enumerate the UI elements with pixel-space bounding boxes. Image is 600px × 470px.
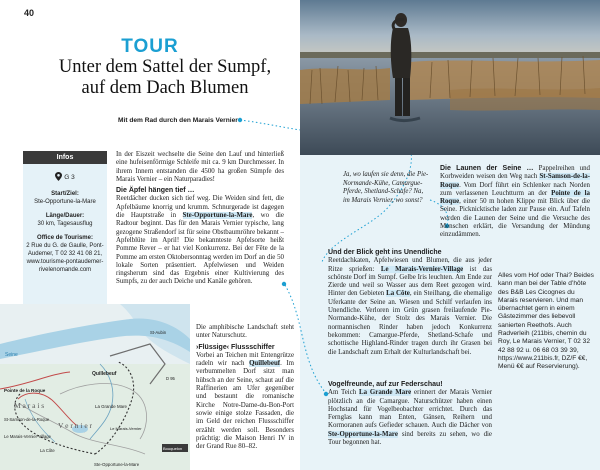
- section-4-text-a: Reetdachkaten, Apfelwiesen und Blumen, die aus jeder Ritze sprießen:: [328, 257, 492, 273]
- place-st-samson: St-Samson-de-la-Roque: [440, 173, 590, 189]
- section-5-text-c: sind bereits zu sehen, wo die Tour begonnen hat.: [328, 430, 492, 447]
- place-marais-vernier-village: Le Marais-Vernier-Village: [380, 265, 464, 273]
- info-start-value: Ste-Opportune-la-Mare: [34, 199, 96, 205]
- section-4-heading: Und der Blick geht ins Unendliche: [328, 249, 442, 256]
- route-map: [0, 304, 190, 470]
- page-subtitle: Mit dem Rad durch den Marais Vernier: [118, 117, 238, 124]
- info-box-header: Infos: [23, 151, 107, 164]
- article-column-2-top: [440, 165, 590, 240]
- map-label-pointe-de-la-roque: Pointe de la Roque: [4, 388, 46, 393]
- info-length: [23, 212, 107, 228]
- sidebar-tip-text: Alles vom Hof oder Thai? Beides kann man bei der Table d’hôte des B&B Les Cicognes du Marais reservieren. Und man übernachtet gern in einem Gästezimmer des liebevoll sanierten Reethofs. Auch Radverleih (211bis, chemin du Roy, Le Marais Vernier, T 02 32 42 88 92 u. 06 68 03 39 39, https://www.211bis.fr, DZ/F €€, Menü €€ auf Reservierung).: [498, 272, 594, 371]
- info-length-label: Länge/Dauer:: [45, 213, 85, 219]
- title-line-1: Unter dem Sattel der Sumpf,: [58, 57, 272, 77]
- section-5-text-a: Am Teich: [328, 389, 360, 397]
- map-label-quillebeuf: Quillebeuf: [92, 371, 117, 377]
- info-start: [23, 190, 107, 206]
- section-4: [328, 249, 492, 357]
- pull-quote: Ja, wo laufen sie denn, die Pie-Normande-Kühe, Camargue-Pferde, Shetland-Schafe? Na, im Marais Vernier, wo sonst?: [343, 171, 429, 204]
- section-1-text-a: Reetdächer ducken sich tief weg. Die Weiden sind fett, die Apfelbäume knorrig und krumm. Schnurgerade ist dagegen die Hauptstraße in: [116, 195, 284, 220]
- section-3: [440, 165, 590, 240]
- place-ste-opportune-end: Ste-Opportune-la-Mare: [328, 430, 398, 438]
- grid-reference-value: G 3: [64, 174, 75, 181]
- map-label-d95: D 95: [166, 376, 175, 381]
- title-line-2: auf dem Dach Blumen: [81, 78, 249, 98]
- section-1: [116, 187, 284, 287]
- article-column-1: [116, 151, 284, 287]
- section-4-text-c: , ein Steilhang, die ehemalige Uferkante der Seine an. Wiesen und Schilf verlaufen ins Unendliche. Verloren im Grün grasen freilaufende Pie-Normande-Kühe, der Stolz des Marais Vernier. Die normannischen Rinder haben jedoch Konkurrenz bekommen: Camargue-Pferde, Shetland-Schafe und schottische Highland-Rinder tragen durch ihr Grasen bei die Landschaft zum Erhalt der Kulturlandschaft bei.: [328, 290, 493, 356]
- sidebar-tip: [498, 272, 594, 372]
- section-1-heading: Die Äpfel hängen tief …: [116, 187, 195, 195]
- section-5-heading: Vogelfreunde, auf zur Federschau!: [328, 381, 443, 388]
- tour-kicker: TOUR: [121, 36, 179, 57]
- section-5: [328, 381, 492, 447]
- section-1-text-c: Die amphibische Landschaft steht unter Naturschutz.: [196, 324, 294, 340]
- section-2: [196, 344, 294, 452]
- section-2-text-b: . Im verbummelten Dorf sitzt man hübsch an der Seine, schaut auf die Raffinerien am Ufer gegenüber und bestaunt die romanische Kirche Notre-Dame-du-Bon-Port sowie einige stolze Fassaden, die im Geld der reichen Flussschiffer erzählt werden soll. Besonders prächtig: die Maison Henri IV in der Grand Rue 80–82.: [196, 360, 295, 451]
- map-label-la-cote: La Côte: [40, 448, 55, 453]
- section-3-text-c: , einer 50 m hohen Klippe mit Blick über die Seine. Picknicktische laden zur Pause ein. Auf Tafeln werden die Launen der Seine und die Versuche des Menschen erklärt, die Versandung der Mündung einzudämmen.: [440, 198, 590, 239]
- map-label-seine: Seine: [5, 352, 18, 358]
- place-quillebeuf: Quillebeuf: [249, 360, 281, 368]
- grid-reference: [23, 172, 107, 184]
- section-3-text-b: . Vom Dorf führt ein Schlenker nach Norden zum verlassenen Leuchtturm an der: [440, 181, 590, 197]
- article-column-2-bottom: [328, 381, 492, 447]
- map-label-marais-vernier-village: Le Marais-Vernier-Village: [4, 434, 51, 439]
- location-pin-icon: [55, 172, 62, 184]
- marsh-landscape-image: [300, 0, 600, 155]
- place-la-cote: La Côte: [386, 290, 410, 298]
- info-start-label: Start/Ziel:: [51, 191, 79, 197]
- section-3-heading: Die Launen der Seine …: [440, 165, 534, 172]
- section-5-text-b: erinnert der Marais Vernier plötzlich an die Camargue. Naturschützer haben einen Hochstand für Vogelbeobachter errichtet. Durch das Fernglas kann man Enten, Gänsen, Reihern und Kormoranen aufs Gefieder schauen. Auch die Dächer von: [328, 389, 493, 430]
- place-ste-opportune: Ste-Opportune-la-Mare: [182, 212, 253, 220]
- info-office: [23, 234, 107, 274]
- section-3-text-a: Pappelreihen und Korbweiden weisen den Weg nach: [440, 165, 590, 181]
- article-column-1-continued: [196, 324, 294, 451]
- info-length-value: 30 km, Tagesausflug: [37, 221, 93, 227]
- map-label-le-marais-vernier: Le Marais-Vernier: [110, 426, 142, 431]
- info-office-value: 2 Rue du G. de Gaulle, Pont-Audemer, T 02 32 41 08 21, www.tourisme-pontaudemer-rivelenomande.com: [26, 243, 104, 273]
- info-office-label: Office de Tourisme:: [37, 235, 93, 241]
- map-label-st-aubin: St-Aubin: [150, 330, 167, 335]
- article-column-2: [328, 249, 492, 357]
- section-2-text-a: Vorbei an Teichen mit Entengrütze radeln wir nach: [196, 351, 294, 368]
- map-label-vernier: V e r n i e r: [58, 421, 93, 430]
- info-box: [23, 151, 107, 319]
- section-4-text-b: ist das schönste Dorf im Sumpf. Gelbe Iris leuchten. Am Ende zur Zierde und weil so Wasser aus dem Reet gezogen wird. Hinter den Gebieten: [328, 265, 492, 298]
- intro-paragraph: In der Eiszeit wechselte die Seine den Lauf und hinterließ eine hufeisenförmige Schleife mit ca. 9 km Durchmesser. In ihrem Innern entstanden die 4500 ha großen Sümpfe des Marais Vernier – ein Naturparadies!: [116, 151, 284, 183]
- place-la-grande-mare: La Grande Mare: [359, 389, 412, 397]
- map-label-ste-opportune: Ste-Opportune-la-Mare: [94, 462, 140, 467]
- map-label-la-grande-mare: La Grande Mare: [95, 404, 127, 409]
- section-1-text-b: , wo die Radtour beginnt. Das für den Marais Vernier typische, lang gezogene Straßendorf ist für seine Obstbaumröhre bekannt – Apfelblüte im April! Die bekannteste Apfelsorte heißt Pomme Rever – er hat viel Konkurrenz. Bei der Fête de la Pomme am ersten Oktobersonntag werden im Dorf an die 50 lokale Sorten präsentiert. Apfelwiesen und Weiden ringsherum sind das Ergebnis einer Kultivierung des Sumpfs, zu der auch Deiche und Kanäle gehören.: [116, 212, 284, 286]
- hero-photo: [300, 0, 600, 155]
- section-2-heading: ›Flüssige‹ Flussschiffer: [196, 343, 275, 351]
- page-number: 40: [24, 8, 35, 18]
- map-label-bouquelon: Bouquelon: [163, 446, 183, 451]
- map-label-st-samson: St-Samson-de-la-Roque: [4, 417, 50, 422]
- map-label-marais: M a r a i s: [14, 401, 45, 410]
- place-pointe-de-la-roque: Pointe de la Roque: [440, 189, 590, 206]
